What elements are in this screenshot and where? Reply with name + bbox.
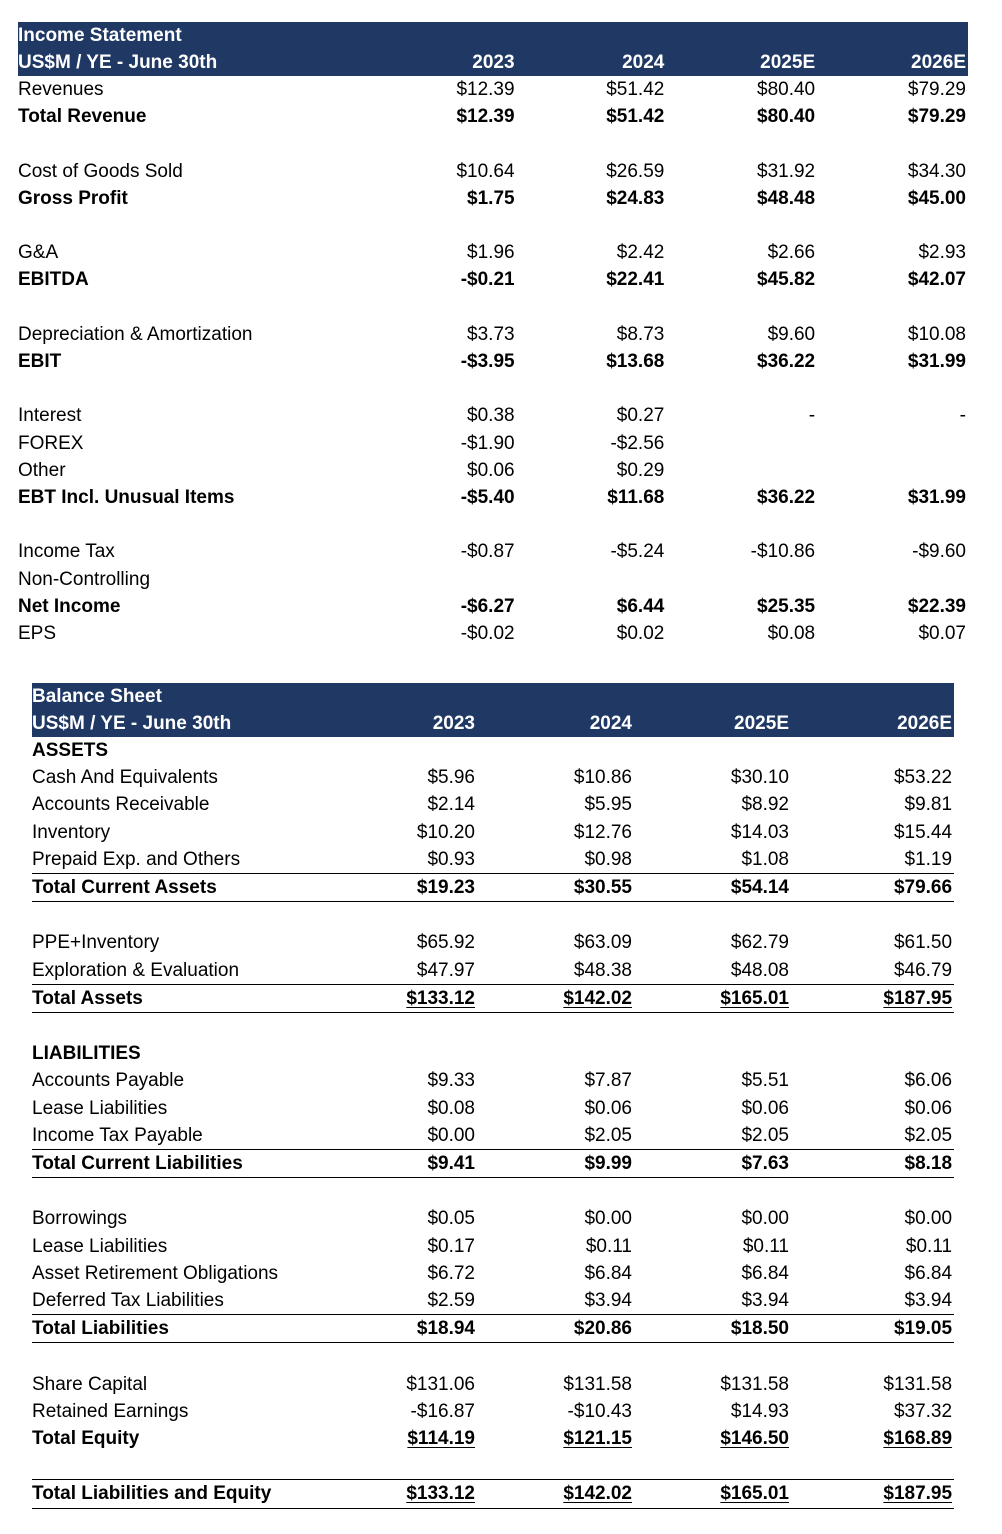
- header-row: [32, 683, 954, 711]
- cell-value: $2.14: [427, 794, 475, 816]
- cell-value: $121.15: [563, 1428, 632, 1450]
- cell-value: $0.38: [467, 405, 515, 427]
- row-label: Exploration & Evaluation: [32, 957, 325, 985]
- cell-value: $1.19: [791, 846, 954, 874]
- cell-value: $12.76: [573, 821, 632, 843]
- cell-value: $9.33: [427, 1070, 475, 1092]
- statement-title: Income Statement: [18, 22, 968, 50]
- cell-value: $5.96: [427, 767, 475, 789]
- cell-value: $47.97: [325, 957, 477, 985]
- cell-value: $0.17: [427, 1235, 475, 1257]
- spacer-row: [18, 130, 968, 157]
- cell-value: -$3.95: [460, 350, 515, 372]
- income-statement-table: [18, 22, 968, 647]
- cell-value: $22.41: [606, 269, 665, 291]
- cell-value: $131.58: [563, 1373, 632, 1395]
- year-header: 2026E: [791, 711, 954, 737]
- cell-value: $9.99: [477, 1150, 634, 1178]
- table-row: [18, 620, 968, 647]
- spacer-row: [18, 212, 968, 239]
- table-row: [32, 1205, 954, 1232]
- cell-value: $6.84: [741, 1262, 789, 1284]
- row-label: Revenues: [18, 79, 104, 100]
- cell-value: $131.58: [720, 1373, 789, 1395]
- table-row: [32, 1425, 954, 1452]
- cell-value: $5.51: [741, 1070, 789, 1092]
- cell-value: [817, 430, 968, 457]
- row-label: Cash And Equivalents: [32, 767, 218, 789]
- cell-value: $30.55: [477, 874, 634, 902]
- row-label: Total Liabilities: [32, 1315, 325, 1343]
- row-label: Prepaid Exp. and Others: [32, 846, 325, 874]
- cell-value: $5.95: [584, 794, 632, 816]
- cell-value: $187.95: [883, 987, 953, 1009]
- assets-heading: ASSETS: [32, 740, 109, 761]
- spacer-row: [32, 1178, 954, 1206]
- year-header: 2026E: [817, 50, 968, 76]
- cell-value: $13.68: [606, 350, 665, 372]
- row-label: Other: [18, 459, 66, 481]
- cell-value: $10.86: [573, 767, 632, 789]
- cell-value: $0.00: [584, 1208, 632, 1230]
- cell-value: $24.83: [606, 187, 665, 209]
- cell-value: $0.11: [742, 1235, 789, 1257]
- cell-value: $14.03: [730, 821, 789, 843]
- row-label: Income Tax Payable: [32, 1122, 325, 1150]
- spacer-row: [32, 1452, 954, 1480]
- cell-value: $48.38: [477, 957, 634, 985]
- cell-value: $54.14: [634, 874, 791, 902]
- row-label: PPE+Inventory: [32, 932, 160, 954]
- row-label: Total Current Assets: [32, 874, 325, 902]
- row-label: Inventory: [32, 821, 111, 843]
- cell-value: $11.68: [607, 486, 665, 508]
- row-label: Total Current Liabilities: [32, 1150, 325, 1178]
- cell-value: $0.06: [741, 1097, 789, 1119]
- cell-value: $53.22: [893, 767, 953, 789]
- cell-value: $133.12: [406, 1483, 475, 1505]
- row-label: Lease Liabilities: [32, 1097, 168, 1119]
- table-row: [18, 103, 968, 130]
- table-row: [18, 348, 968, 375]
- statement-title: Balance Sheet: [32, 683, 954, 711]
- cell-value: $8.92: [741, 794, 789, 816]
- cell-value: $0.98: [477, 846, 634, 874]
- header-row: [18, 22, 968, 50]
- cell-value: $30.10: [730, 767, 789, 789]
- cell-value: $6.84: [904, 1262, 953, 1284]
- row-label: Accounts Payable: [32, 1070, 185, 1092]
- row-label: Depreciation & Amortization: [18, 323, 253, 345]
- table-row: [32, 1067, 954, 1094]
- cell-value: -$6.27: [460, 595, 515, 617]
- table-row: [32, 1480, 954, 1508]
- row-label: Non-Controlling: [18, 568, 151, 590]
- table-row: [18, 402, 968, 429]
- cell-value: $10.64: [456, 160, 515, 182]
- cell-value: $9.81: [904, 794, 953, 816]
- row-label: Cost of Goods Sold: [18, 160, 183, 182]
- cell-value: $9.41: [325, 1150, 477, 1178]
- table-row: [18, 430, 968, 457]
- cell-value: $20.86: [477, 1315, 634, 1343]
- header-row: [18, 50, 968, 76]
- cell-value: $80.40: [757, 79, 816, 100]
- cell-value: $19.05: [791, 1315, 954, 1343]
- cell-value: -$5.40: [460, 486, 515, 508]
- cell-value: $45.00: [907, 187, 966, 209]
- cell-value: $168.89: [883, 1428, 953, 1450]
- cell-value: $18.50: [634, 1315, 791, 1343]
- cell-value: -$0.21: [460, 269, 515, 291]
- table-row: [32, 1287, 954, 1315]
- cell-value: $1.08: [634, 846, 791, 874]
- cell-value: $0.07: [918, 622, 966, 644]
- table-row: [32, 1233, 954, 1260]
- year-header: 2025E: [634, 711, 791, 737]
- cell-value: $34.30: [907, 160, 966, 182]
- cell-value: $2.66: [767, 242, 816, 264]
- row-label: Income Tax: [18, 541, 115, 563]
- cell-value: $0.06: [467, 459, 515, 481]
- cell-value: $31.92: [757, 160, 816, 182]
- cell-value: $7.63: [634, 1150, 791, 1178]
- cell-value: $0.27: [616, 405, 665, 427]
- table-row: [32, 1150, 954, 1178]
- table-row: [32, 1095, 954, 1122]
- row-label: G&A: [18, 242, 59, 264]
- table-row: [32, 1398, 954, 1425]
- cell-value: -$2.56: [610, 432, 665, 454]
- cell-value: $37.32: [893, 1400, 953, 1422]
- cell-value: $6.84: [584, 1262, 632, 1284]
- table-row: [18, 538, 968, 565]
- row-label: FOREX: [18, 432, 84, 454]
- cell-value: $0.05: [427, 1208, 475, 1230]
- year-header: 2025E: [666, 50, 817, 76]
- cell-value: $31.99: [907, 486, 966, 508]
- statement-subtitle: US$M / YE - June 30th: [18, 50, 366, 76]
- cell-value: [666, 457, 817, 484]
- cell-value: [666, 430, 817, 457]
- cell-value: $0.11: [905, 1235, 953, 1257]
- cell-value: $6.44: [616, 595, 665, 617]
- cell-value: $0.08: [767, 622, 816, 644]
- row-label: Total Revenue: [18, 106, 147, 128]
- cell-value: $3.94: [791, 1287, 954, 1315]
- cell-value: $79.29: [907, 79, 966, 100]
- year-header: 2024: [477, 711, 634, 737]
- cell-value: $2.59: [325, 1287, 477, 1315]
- cell-value: $0.00: [741, 1208, 789, 1230]
- cell-value: $2.42: [616, 242, 665, 264]
- balance-sheet-table: [32, 683, 954, 1509]
- spacer-row: [32, 902, 954, 930]
- cell-value: $8.73: [616, 323, 665, 345]
- table-row: [32, 1371, 954, 1398]
- cell-value: -$0.02: [460, 622, 515, 644]
- cell-value: $165.01: [720, 1483, 789, 1505]
- table-row: [32, 957, 954, 985]
- cell-value: $3.73: [467, 323, 515, 345]
- cell-value: $2.05: [791, 1122, 954, 1150]
- table-row: [18, 484, 968, 511]
- row-label: Lease Liabilities: [32, 1235, 168, 1257]
- cell-value: $80.40: [757, 106, 816, 128]
- cell-value: -: [808, 405, 816, 427]
- statement-subtitle: US$M / YE - June 30th: [32, 711, 325, 737]
- cell-value: $0.06: [584, 1097, 632, 1119]
- cell-value: $22.39: [907, 595, 966, 617]
- cell-value: $48.08: [634, 957, 791, 985]
- row-label: Total Assets: [32, 984, 325, 1012]
- row-label: Accounts Receivable: [32, 794, 210, 816]
- cell-value: $18.94: [325, 1315, 477, 1343]
- cell-value: $31.99: [907, 350, 966, 372]
- table-row: [32, 1122, 954, 1150]
- cell-value: $133.12: [406, 987, 475, 1009]
- cell-value: $26.59: [606, 160, 665, 182]
- cell-value: [817, 566, 968, 593]
- cell-value: $1.96: [467, 242, 515, 264]
- table-row: [18, 457, 968, 484]
- table-row: [32, 764, 954, 791]
- row-label: Borrowings: [32, 1208, 128, 1230]
- cell-value: $12.39: [456, 79, 515, 100]
- cell-value: $2.93: [918, 242, 966, 264]
- cell-value: $3.94: [634, 1287, 791, 1315]
- cell-value: $0.00: [325, 1122, 477, 1150]
- row-label: Deferred Tax Liabilities: [32, 1287, 325, 1315]
- spacer-row: [18, 511, 968, 538]
- table-row: [32, 819, 954, 846]
- table-row: [18, 321, 968, 348]
- row-label: Interest: [18, 405, 82, 427]
- row-label: Asset Retirement Obligations: [32, 1262, 279, 1284]
- cell-value: $142.02: [563, 1483, 632, 1505]
- cell-value: $165.01: [720, 987, 789, 1009]
- table-row: [18, 566, 968, 593]
- cell-value: $36.22: [757, 350, 816, 372]
- cell-value: $48.48: [757, 187, 816, 209]
- cell-value: $131.58: [883, 1373, 953, 1395]
- cell-value: $62.79: [730, 932, 789, 954]
- year-header: 2023: [366, 50, 517, 76]
- table-row: [32, 1260, 954, 1287]
- cell-value: -$10.43: [567, 1400, 632, 1422]
- cell-value: $19.23: [325, 874, 477, 902]
- cell-value: $2.05: [477, 1122, 634, 1150]
- row-label: Net Income: [18, 595, 121, 617]
- cell-value: $6.06: [904, 1070, 953, 1092]
- year-header: 2024: [517, 50, 667, 76]
- row-label: Total Liabilities and Equity: [32, 1480, 325, 1508]
- cell-value: $10.08: [907, 323, 966, 345]
- cell-value: [666, 566, 817, 593]
- table-row: [18, 593, 968, 620]
- spacer-row: [18, 375, 968, 402]
- cell-value: $6.72: [427, 1262, 475, 1284]
- cell-value: $63.09: [573, 932, 632, 954]
- cell-value: $51.42: [606, 79, 665, 100]
- spacer-row: [18, 294, 968, 321]
- cell-value: -$16.87: [410, 1400, 475, 1422]
- cell-value: $0.06: [904, 1097, 953, 1119]
- section-heading-row: [32, 1040, 954, 1067]
- cell-value: $0.02: [616, 622, 665, 644]
- row-label: Gross Profit: [18, 187, 128, 209]
- table-row: [18, 185, 968, 212]
- row-label: Total Equity: [32, 1428, 140, 1450]
- cell-value: $14.93: [730, 1400, 789, 1422]
- cell-value: $2.05: [634, 1122, 791, 1150]
- section-heading-row: [32, 737, 954, 764]
- cell-value: $25.35: [757, 595, 816, 617]
- cell-value: -$10.86: [750, 541, 816, 563]
- year-header: 2023: [325, 711, 477, 737]
- cell-value: $45.82: [757, 269, 816, 291]
- cell-value: $79.66: [791, 874, 954, 902]
- cell-value: -$5.24: [610, 541, 665, 563]
- row-label: EBITDA: [18, 269, 89, 291]
- cell-value: $3.94: [477, 1287, 634, 1315]
- cell-value: $36.22: [757, 486, 816, 508]
- row-label: EBIT: [18, 350, 62, 372]
- cell-value: $1.75: [467, 187, 515, 209]
- row-label: Share Capital: [32, 1373, 148, 1395]
- row-label: EBT Incl. Unusual Items: [18, 486, 235, 508]
- cell-value: $42.07: [907, 269, 966, 291]
- header-row: [32, 711, 954, 737]
- cell-value: $12.39: [456, 106, 515, 128]
- cell-value: $131.06: [406, 1373, 475, 1395]
- cell-value: -$9.60: [912, 541, 966, 563]
- cell-value: $0.08: [427, 1097, 475, 1119]
- row-label: EPS: [18, 622, 57, 644]
- cell-value: $51.42: [606, 106, 665, 128]
- cell-value: $8.18: [791, 1150, 954, 1178]
- table-row: [32, 1315, 954, 1343]
- cell-value: [817, 457, 968, 484]
- cell-value: $46.79: [791, 957, 954, 985]
- table-row: [18, 76, 968, 103]
- cell-value: $15.44: [893, 821, 953, 843]
- table-row: [32, 791, 954, 818]
- cell-value: $142.02: [563, 987, 632, 1009]
- cell-value: $114.19: [407, 1428, 475, 1450]
- spacer-row: [32, 1343, 954, 1371]
- spacer-row: [32, 1013, 954, 1041]
- cell-value: [517, 566, 667, 593]
- cell-value: -: [959, 405, 966, 427]
- cell-value: $0.00: [904, 1208, 953, 1230]
- cell-value: $10.20: [416, 821, 475, 843]
- table-row: [18, 158, 968, 185]
- liabilities-heading: LIABILITIES: [32, 1043, 141, 1065]
- table-row: [32, 846, 954, 874]
- cell-value: [366, 566, 517, 593]
- cell-value: $187.95: [883, 1483, 953, 1505]
- table-row: [18, 239, 968, 266]
- row-label: Retained Earnings: [32, 1400, 189, 1422]
- cell-value: -$1.90: [460, 432, 515, 454]
- cell-value: $0.93: [325, 846, 477, 874]
- cell-value: $61.50: [893, 932, 953, 954]
- cell-value: -$0.87: [460, 541, 515, 563]
- table-row: [32, 929, 954, 956]
- table-row: [32, 984, 954, 1012]
- cell-value: $0.11: [585, 1235, 632, 1257]
- cell-value: $7.87: [584, 1070, 632, 1092]
- table-row: [18, 266, 968, 293]
- cell-value: $65.92: [416, 932, 475, 954]
- cell-value: $79.29: [907, 106, 966, 128]
- cell-value: $0.29: [616, 459, 665, 481]
- table-row: [32, 874, 954, 902]
- cell-value: $146.50: [720, 1428, 789, 1450]
- cell-value: $9.60: [767, 323, 816, 345]
